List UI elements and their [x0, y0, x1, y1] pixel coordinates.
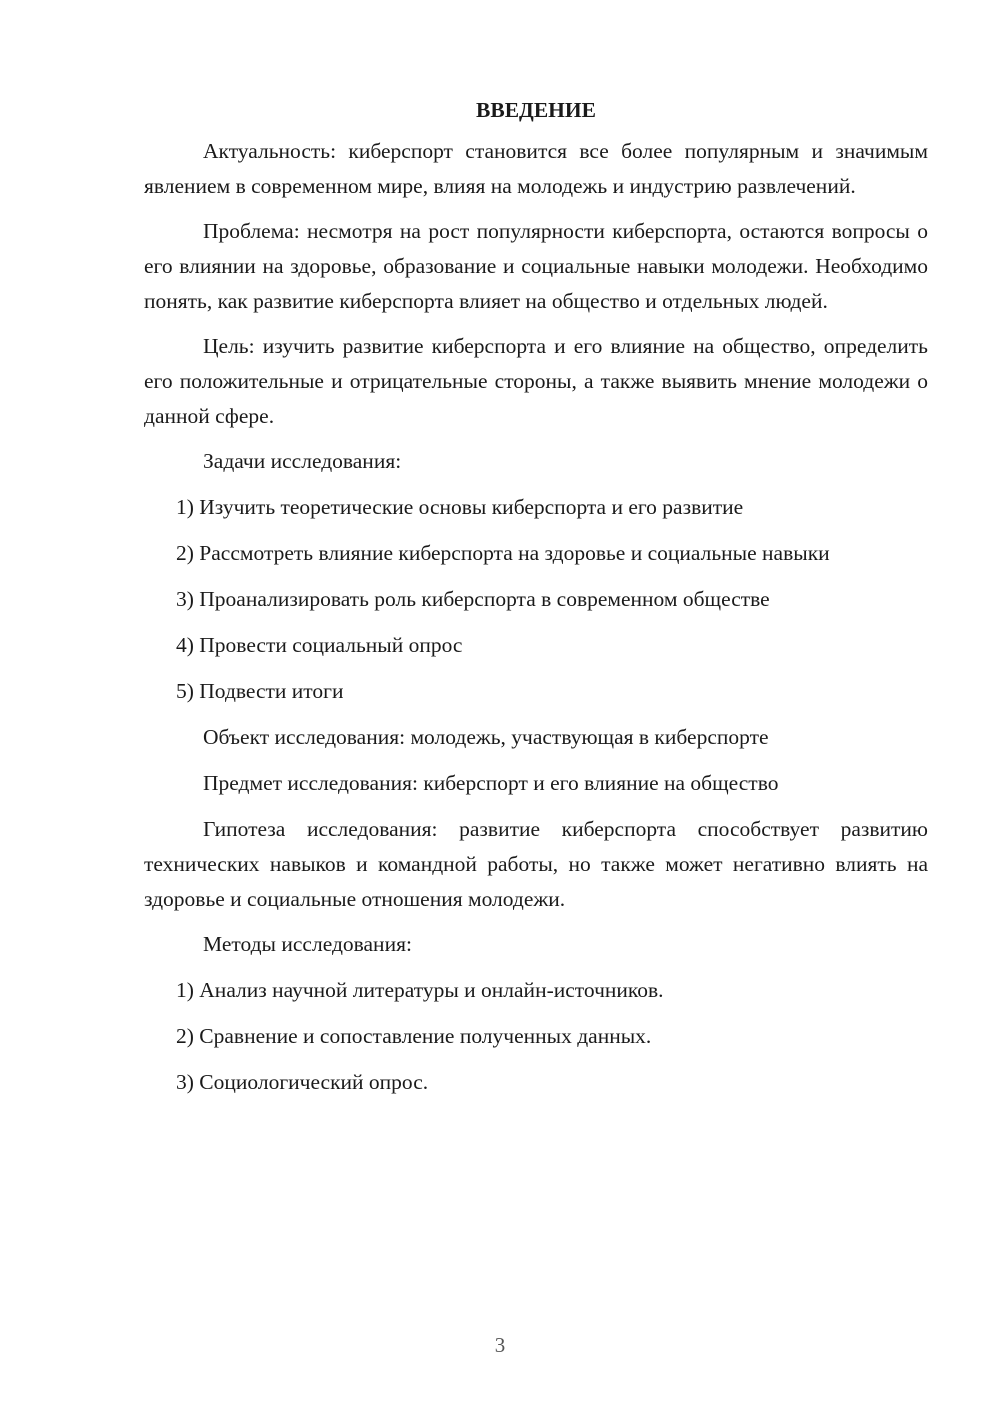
paragraph-relevance: Актуальность: киберспорт становится все более популярным и значимым явлением в современном мире, влияя на молодежь и индустрию развлечений.: [144, 139, 928, 198]
research-subject: Предмет исследования: киберспорт и его влияние на общество: [203, 771, 779, 795]
list-item: 3) Проанализировать роль киберспорта в современном обществе: [176, 587, 770, 611]
methods-list: [144, 973, 928, 1100]
list-item: 2) Рассмотреть влияние киберспорта на здоровье и социальные навыки: [176, 541, 830, 565]
list-item: 3) Социологический опрос.: [176, 1070, 429, 1094]
list-item: 2) Сравнение и сопоставление полученных данных.: [176, 1024, 652, 1048]
page-content: [144, 93, 928, 1111]
list-item: 5) Подвести итоги: [176, 679, 344, 703]
page-number: 3: [494, 1333, 506, 1357]
tasks-heading: Задачи исследования:: [203, 449, 402, 473]
section-title: ВВЕДЕНИЕ: [476, 98, 596, 122]
research-hypothesis: Гипотеза исследования: развитие киберспорта способствует развитию технических навыков и командной работы, но также может негативно влиять на здоровье и социальные отношения молодежи.: [144, 817, 928, 911]
paragraph-problem: Проблема: несмотря на рост популярности киберспорта, остаются вопросы о его влиянии на здоровье, образование и социальные навыки молодежи. Необходимо понять, как развитие киберспорта влияет на общество и отдельных людей.: [144, 219, 928, 313]
research-object: Объект исследования: молодежь, участвующая в киберспорте: [203, 725, 769, 749]
list-item: 1) Анализ научной литературы и онлайн-источников.: [176, 978, 664, 1002]
list-item: 4) Провести социальный опрос: [176, 633, 463, 657]
methods-heading: Методы исследования:: [203, 932, 412, 956]
tasks-list: [144, 490, 928, 709]
paragraph-goal: Цель: изучить развитие киберспорта и его влияние на общество, определить его положительные и отрицательные стороны, а также выявить мнение молодежи о данной сфере.: [144, 334, 928, 428]
list-item: 1) Изучить теоретические основы киберспорта и его развитие: [176, 495, 744, 519]
